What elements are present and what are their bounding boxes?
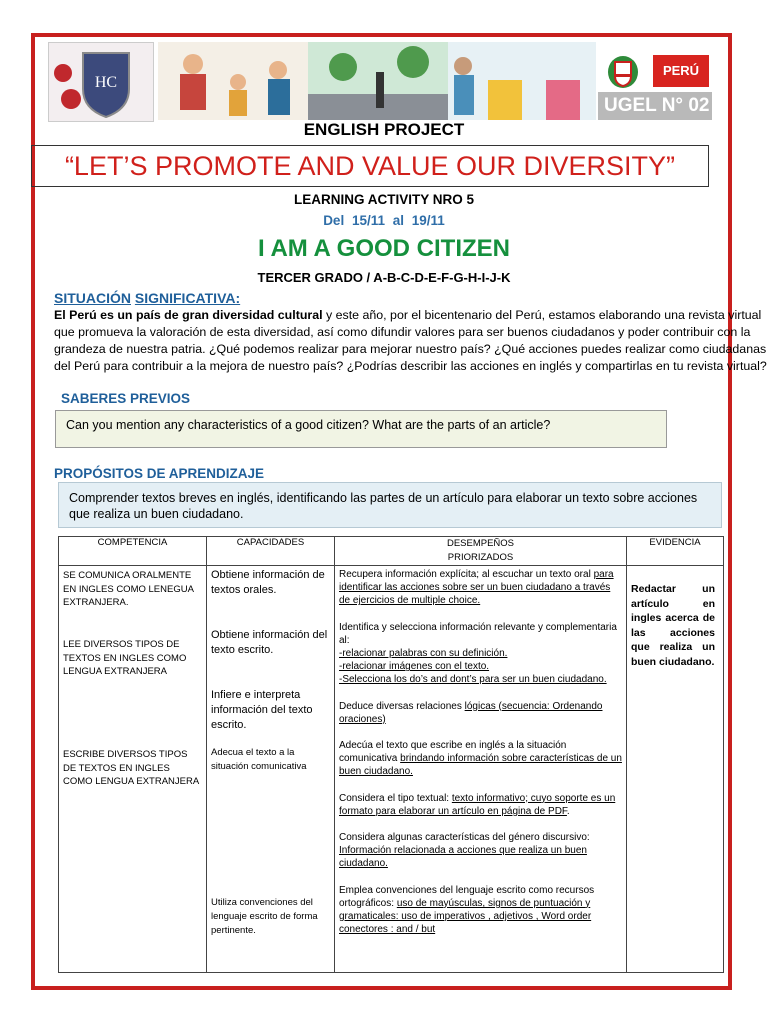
grade-line: TERCER GRADO / A-B-C-D-E-F-G-H-I-J-K	[257, 270, 511, 285]
competencia-1: SE COMUNICA ORALMENTE EN INGLES COMO LENEGUA EXTRANJERA.	[63, 570, 194, 608]
desempeno-5: Considera el tipo textual: texto informativo; cuyo soporte es un formato para elaborar un artículo en página de PDF.	[339, 792, 616, 817]
capacidad-3: Infiere e interpreta información del texto escrito.	[211, 689, 313, 731]
activity-dates: Del 15/11 al 19/11	[323, 213, 445, 228]
peru-shield-icon	[606, 54, 640, 90]
desempeno-6: Considera algunas características del género discursivo: Información relacionada a acciones que realiza un buen ciudadano.	[339, 832, 590, 870]
saberes-heading: SABERES PREVIOS	[61, 391, 191, 406]
situacion-heading	[54, 290, 240, 306]
citizens-illustration	[158, 42, 596, 120]
capacidad-1: Obtiene información de textos orales.	[211, 569, 325, 596]
propositos-box: Comprender textos breves en inglés, identificando las partes de un artículo para elaborar un texto sobre acciones que realiza un buen ciudadano.	[58, 482, 722, 528]
svg-text:HC: HC	[94, 74, 118, 91]
situacion-heading-a: SITUACIÓN	[54, 290, 131, 306]
project-title: ENGLISH PROJECT	[303, 120, 465, 139]
evidencia-cell	[627, 566, 724, 973]
header-evidencia: EVIDENCIA	[627, 537, 724, 566]
competencia-cell	[59, 566, 207, 973]
competencia-3: ESCRIBE DIVERSOS TIPOS DE TEXTOS EN INGLES COMO LENGUA EXTRANJERA	[63, 749, 200, 787]
desempeno-2: Identifica y selecciona información relevante y complementaria al: -relacionar palabras con su definición. -relacionar imágenes con el texto. -Selecciona los do’s and dont’s para ser un buen ciudadano.	[339, 621, 617, 686]
activity-number: LEARNING ACTIVITY NRO 5	[293, 192, 474, 207]
desempeno-4: Adecúa el texto que escribe en inglés a la situación comunicativa brindando información sobre características de un buen ciudadano.	[339, 740, 622, 778]
activity-title: I AM A GOOD CITIZEN	[258, 235, 510, 262]
desempenos-cell	[335, 566, 627, 973]
ugel-label: UGEL N° 02	[598, 92, 712, 120]
propositos-heading: PROPÓSITOS DE APRENDIZAJE	[54, 466, 265, 481]
header-desempenos: DESEMPEÑOS PRIORIZADOS	[335, 537, 627, 566]
capacidad-5: Utiliza convenciones del lenguaje escrito de forma pertinente.	[211, 897, 318, 936]
capacidad-4: Adecua el texto a la situación comunicativa	[211, 747, 307, 772]
competencia-2: LEE DIVERSOS TIPOS DE TEXTOS EN INGLES COMO LENGUA EXTRANJERA	[63, 639, 187, 677]
situacion-heading-b: SIGNIFICATIVA:	[134, 290, 241, 306]
desempeno-3: Deduce diversas relaciones lógicas (secuencia: Ordenando oraciones)	[339, 700, 603, 725]
competencias-table	[58, 536, 724, 973]
desempeno-1: Recupera información explícita; al escuchar un texto oral para identificar las acciones sobre ser un buen ciudadano a través de ejercicios de multiple choice.	[339, 569, 614, 607]
desempeno-7: Emplea convenciones del lenguaje escrito como recursos ortográficos: uso de mayúsculas, signos de puntuación y gramaticales: uso de imperativos , adjetivos , Word order conectores : and / but	[339, 884, 595, 936]
school-logo	[48, 42, 154, 122]
project-banner: “LET’S PROMOTE AND VALUE OUR DIVERSITY”	[31, 145, 709, 187]
evidencia-text: Redactar un artículo en ingles acerca de las acciones que realiza un buen ciudadano.	[631, 583, 715, 668]
saberes-box: Can you mention any characteristics of a good citizen? What are the parts of an article?	[55, 410, 667, 448]
capacidades-cell	[207, 566, 335, 973]
peru-flag-label: PERÚ	[653, 55, 709, 87]
capacidad-2: Obtiene información del texto escrito.	[211, 629, 328, 656]
situacion-body: y este año, por el bicentenario del Perú, estamos elaborando una revista virtual que promueva la valoración de esta diversidad, así como difundir valores para ser buenos ciudadanos y poder contribuir con la grandeza de nuestra patria. ¿Qué podemos realizar para mejorar nuestro país? ¿Qué acciones puedes realizar como ciudadanas del Perú para contribuir a la mejora de nuestro país? ¿Podrías describir las acciones en inglés y compartirlas en tu revista virtual?	[54, 308, 767, 373]
header-competencia: COMPETENCIA	[59, 537, 207, 566]
situacion-bold: El Perú es un país de gran diversidad cultural	[54, 308, 323, 322]
situacion-text	[54, 307, 768, 375]
header-capacidades: CAPACIDADES	[207, 537, 335, 566]
